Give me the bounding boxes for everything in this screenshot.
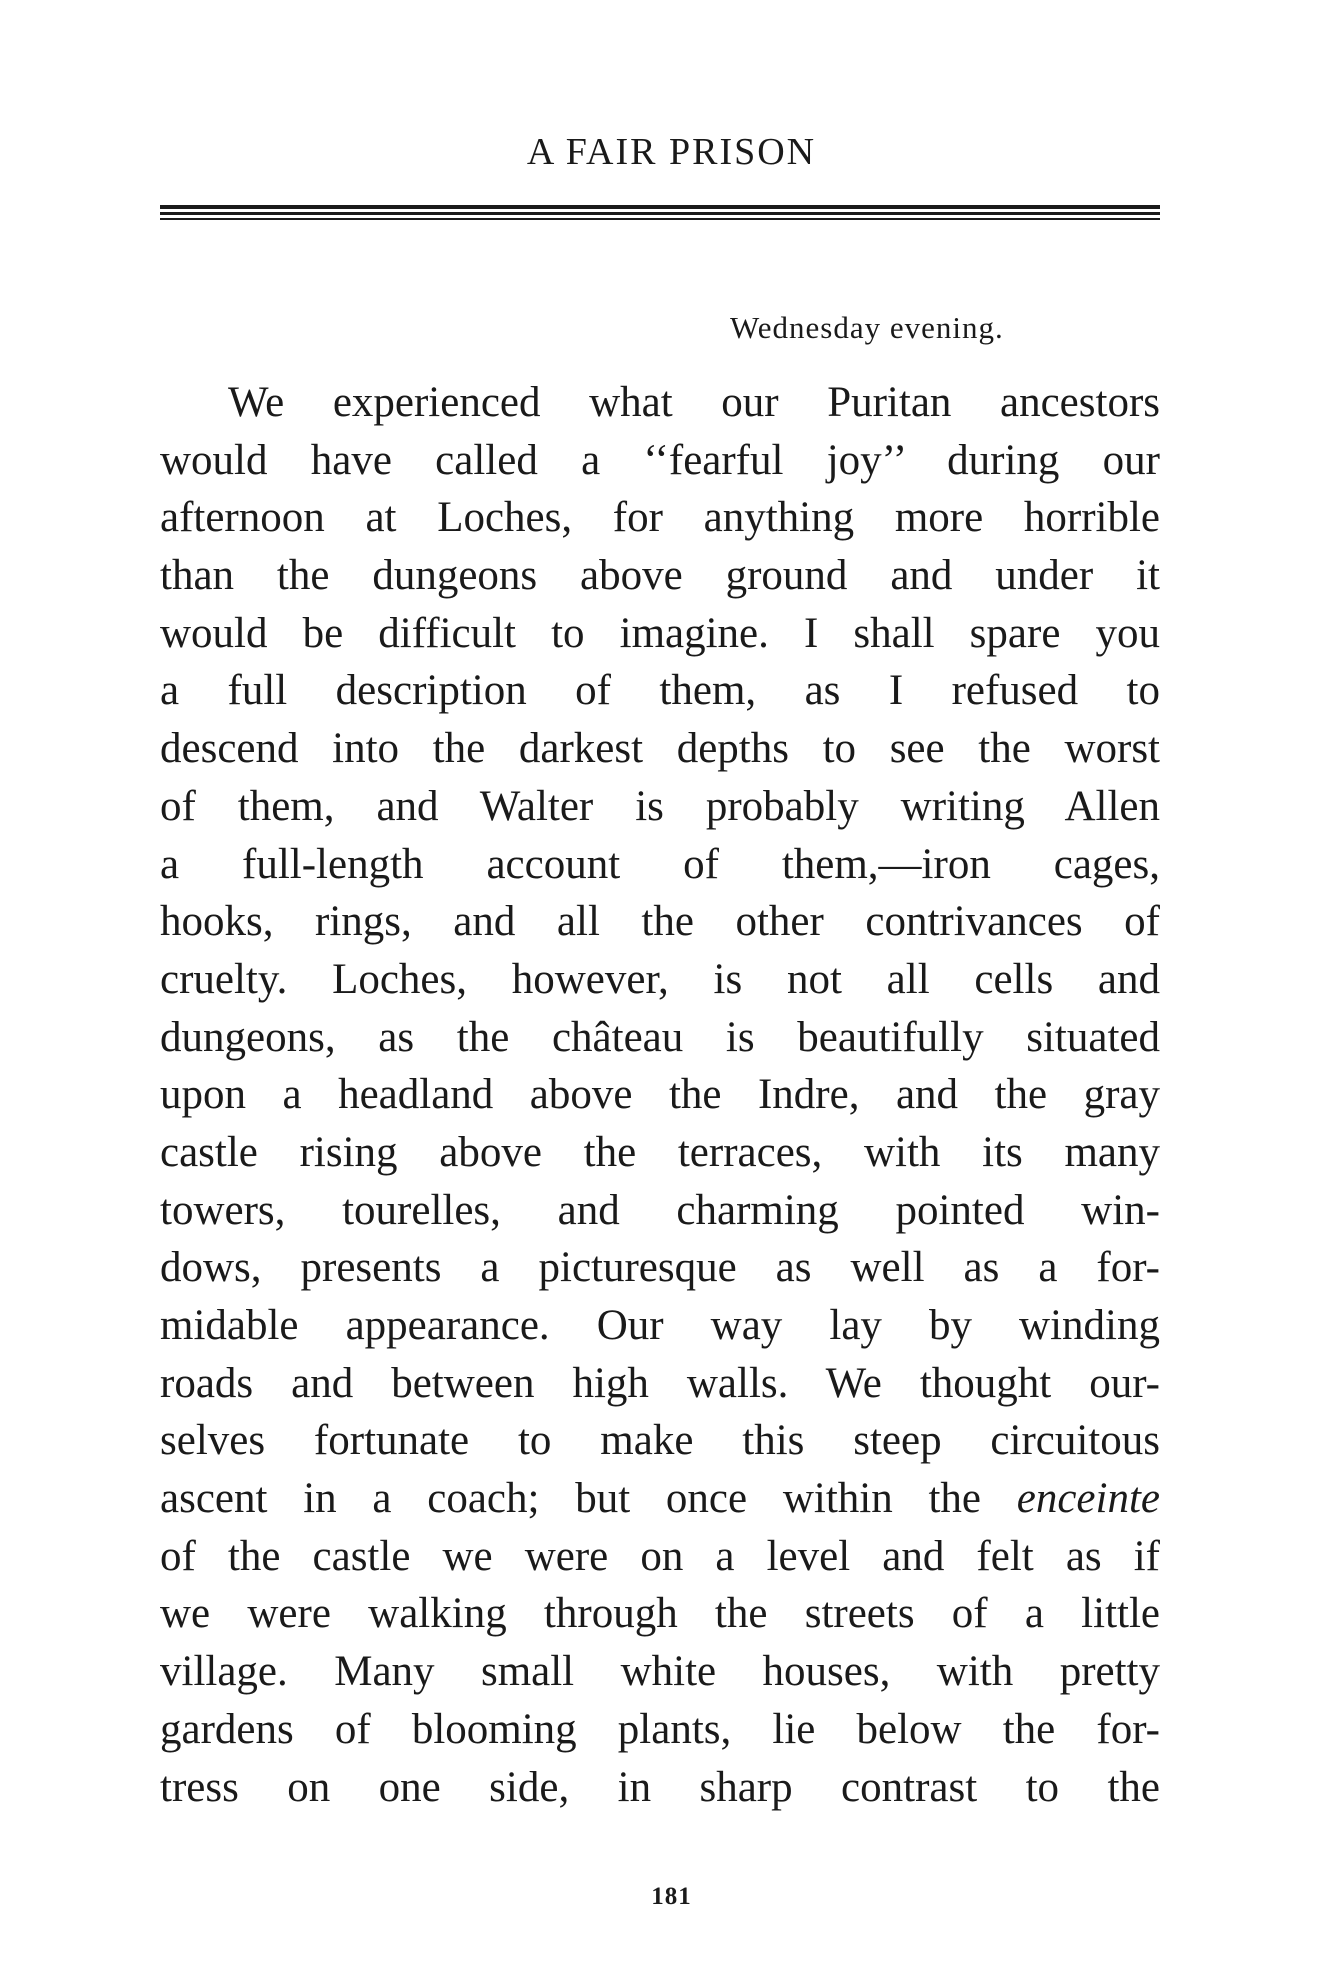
text-line: afternoon at Loches, for anything more horrible	[160, 494, 1160, 542]
text-line: dungeons, as the château is beautifully situated	[160, 1013, 1160, 1061]
header-rule-middle	[160, 212, 1160, 215]
dateline: Wednesday evening.	[730, 310, 1004, 345]
text-line: roads and between high walls. We thought our-	[160, 1359, 1160, 1407]
header-rule-thick	[160, 205, 1160, 209]
text-line: We experienced what our Puritan ancestors	[228, 379, 1160, 426]
text-line: a full description of them, as I refused to	[160, 667, 1160, 715]
text-line: cruelty. Loches, however, is not all cells and	[160, 955, 1160, 1003]
text-line: we were walking through the streets of a little	[160, 1590, 1160, 1638]
text-line-segment: ascent in a coach; but once within the	[160, 1475, 981, 1523]
text-line: village. Many small white houses, with pretty	[160, 1648, 1160, 1696]
text-line: dows, presents a picturesque as well as a for-	[160, 1244, 1160, 1292]
header-rule-thin	[160, 218, 1160, 220]
text-line: would be difficult to imagine. I shall spare you	[160, 609, 1160, 657]
text-line: towers, tourelles, and charming pointed win-	[160, 1186, 1160, 1234]
text-line: descend into the darkest depths to see the worst	[160, 725, 1160, 773]
italic-word: enceinte	[1016, 1475, 1161, 1523]
text-line: than the dungeons above ground and under it	[160, 552, 1160, 600]
page-title: A FAIR PRISON	[526, 131, 817, 173]
text-line: would have called a ‘‘fearful joy’’ during our	[160, 436, 1160, 484]
text-line: hooks, rings, and all the other contrivances of	[160, 898, 1160, 946]
text-line: of the castle we were on a level and felt as if	[160, 1532, 1160, 1580]
text-line: midable appearance. Our way lay by winding	[160, 1302, 1160, 1349]
body-text	[160, 374, 1160, 1816]
text-line: of them, and Walter is probably writing Allen	[160, 782, 1160, 830]
text-line: castle rising above the terraces, with its many	[160, 1128, 1160, 1176]
text-line: a full-length account of them,—iron cages,	[160, 840, 1160, 888]
text-line-with-italic	[160, 1470, 1160, 1528]
page-number: 181	[651, 1883, 692, 1910]
text-line: gardens of blooming plants, lie below the for-	[160, 1705, 1160, 1753]
text-line: tress on one side, in sharp contrast to the	[160, 1763, 1160, 1811]
text-line: upon a headland above the Indre, and the gray	[160, 1071, 1160, 1119]
text-line: selves fortunate to make this steep circuitous	[160, 1417, 1160, 1465]
